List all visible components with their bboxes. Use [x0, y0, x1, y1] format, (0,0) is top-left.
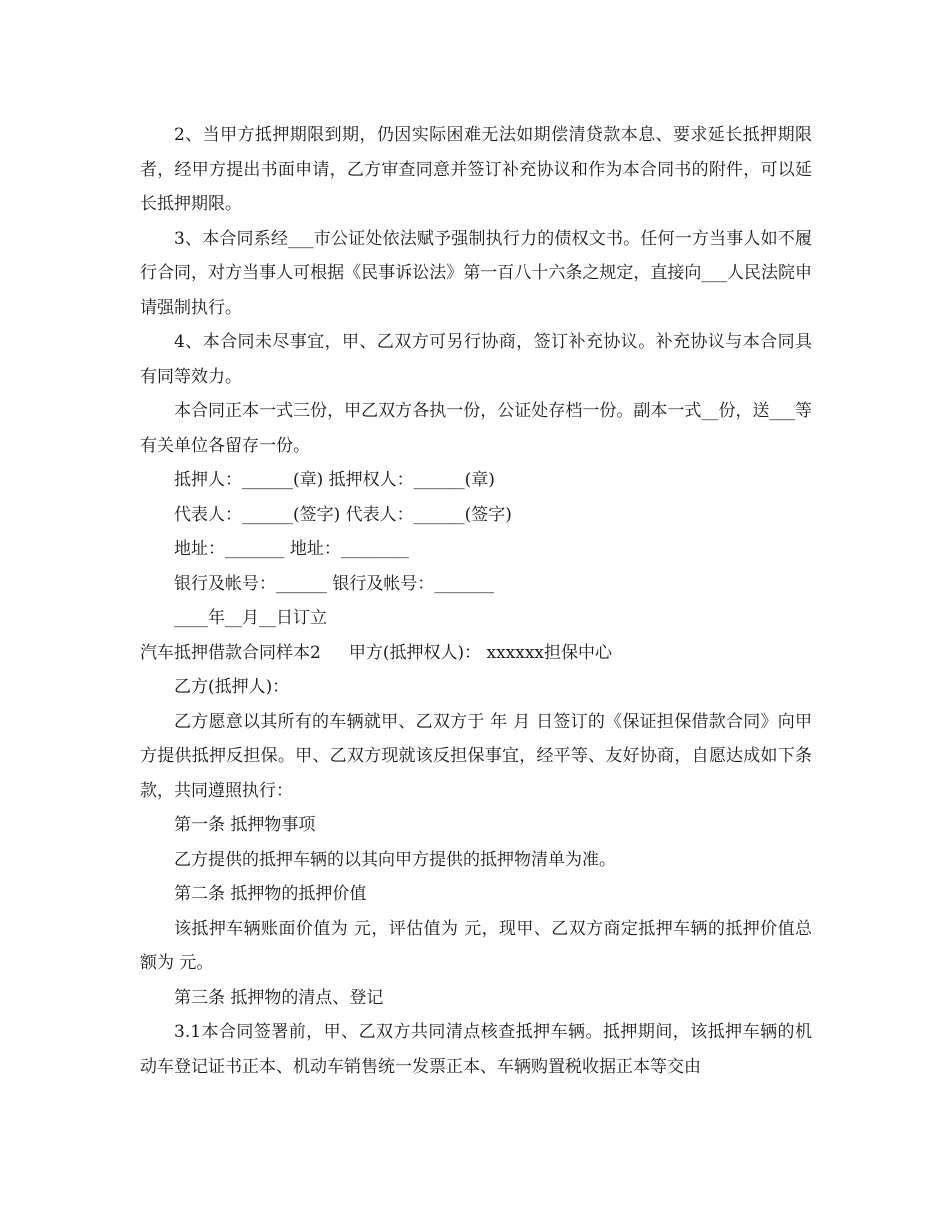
signature-line-bank-account: 银行及帐号：______ 银行及帐号：_______: [174, 573, 494, 594]
document-body: [140, 118, 812, 1084]
signature-line-representative: 代表人：______(签字) 代表人：______(签字): [174, 504, 512, 525]
paragraph-copies-clause: 本合同正本一式三份，甲乙双方各执一份，公证处存档一份。副本一式__份，送___等有关单位各留存一份。: [140, 401, 812, 456]
article-1-heading: 第一条 抵押物事项: [174, 815, 316, 835]
paragraph-supplement-clause: 4、本合同未尽事宜，甲、乙双方可另行协商，签订补充协议。补充协议与本合同具有同等效力。: [140, 332, 812, 387]
signature-line-address: 地址：_______ 地址：________: [174, 539, 409, 559]
article-2-heading: 第二条 抵押物的抵押价值: [174, 884, 367, 904]
sample-heading-line: [140, 636, 812, 671]
article-2-body: 该抵押车辆账面价值为 元，评估值为 元，现甲、乙双方商定抵押车辆的抵押价值总额为 元。: [140, 918, 812, 973]
paragraph-notary-clause: 3、本合同系经___市公证处依法赋予强制执行力的债权文书。任何一方当事人如不履行合同，对方当事人可根据《民事诉讼法》第一百八十六条之规定，直接向___人民法院申请强制执行。: [140, 228, 812, 318]
article-1-body: 乙方提供的抵押车辆的以其向甲方提供的抵押物清单为准。: [174, 849, 616, 870]
signing-date-line: ____年__月__日订立: [174, 608, 327, 628]
article-3-body: 3.1本合同签署前，甲、乙双方共同清点核查抵押车辆。抵押期间，该抵押车辆的机动车登记证书正本、机动车销售统一发票正本、车辆购置税收据正本等交由: [140, 1022, 812, 1077]
signature-line-seal: 抵押人：______(章) 抵押权人：______(章): [174, 470, 495, 490]
party-a-line: 甲方(抵押权人)： xxxxxx担保中心: [348, 642, 613, 663]
paragraph-extension-clause: 2、当甲方抵押期限到期，仍因实际困难无法如期偿清贷款本息、要求延长抵押期限者，经甲方提出书面申请，乙方审查同意并签订补充协议和作为本合同书的附件，可以延长抵押期限。: [140, 125, 812, 214]
article-3-heading: 第三条 抵押物的清点、登记: [174, 987, 384, 1008]
paragraph-preamble: 乙方愿意以其所有的车辆就甲、乙双方于 年 月 日签订的《保证担保借款合同》向甲方提供抵押反担保。甲、乙双方现就该反担保事宜，经平等、友好协商，自愿达成如下条款，共同遵照执行：: [140, 711, 812, 801]
party-b-line: 乙方(抵押人)：: [174, 677, 290, 697]
sample-heading: 汽车抵押借款合同样本2: [140, 642, 321, 663]
